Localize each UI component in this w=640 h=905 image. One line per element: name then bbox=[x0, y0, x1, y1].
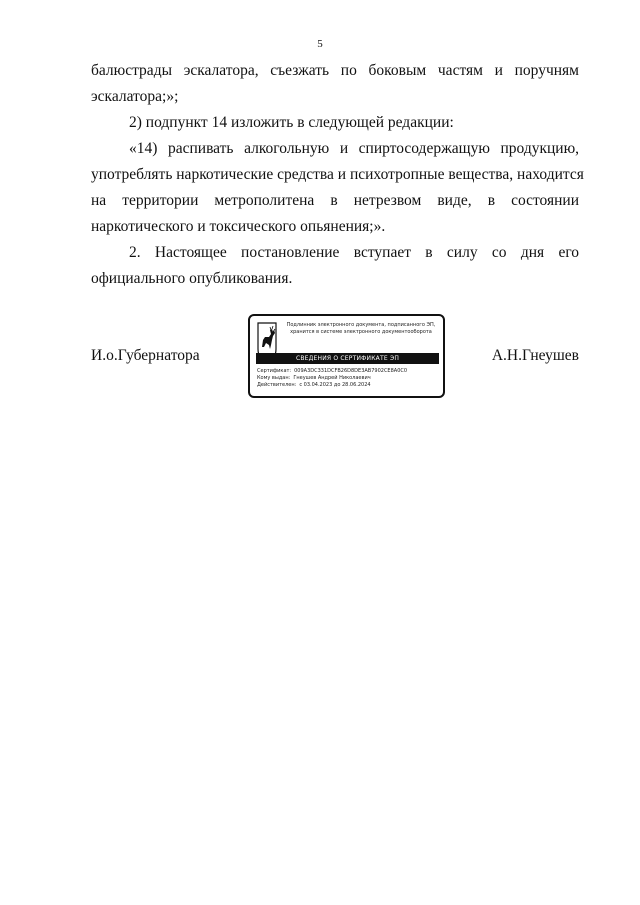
word: постановление bbox=[241, 244, 340, 261]
stamp-header-line-1: Подлинник электронного документа, подписанного ЭП, bbox=[286, 322, 436, 328]
word: и bbox=[494, 62, 503, 79]
word: состоянии bbox=[511, 192, 580, 209]
stamp-header-line-2: хранится в системе электронного документооборота bbox=[290, 329, 432, 335]
p3-line-3 bbox=[91, 188, 579, 214]
word: съезжать bbox=[270, 62, 330, 79]
word: виде, bbox=[437, 192, 472, 209]
paragraph-4 bbox=[91, 240, 579, 292]
word: территории bbox=[122, 192, 199, 209]
page-number: 5 bbox=[317, 38, 323, 50]
p3-line-1 bbox=[91, 136, 579, 162]
signatory-title: И.о.Губернатора bbox=[91, 347, 200, 364]
word: по bbox=[340, 62, 357, 79]
signatory-name: А.Н.Гнеушев bbox=[491, 347, 579, 364]
p4-line-1 bbox=[91, 240, 579, 266]
validity-value: с 03.04.2023 до 28.06.2024 bbox=[299, 382, 371, 388]
certificate-value: 009A3DC331DCFB26D8DE3AB7902CE8A0C0 bbox=[294, 368, 408, 374]
word: его bbox=[558, 244, 580, 261]
word: на bbox=[91, 192, 107, 209]
word: 2. bbox=[129, 244, 141, 261]
validity-label: Действителен: bbox=[257, 382, 297, 388]
issued-to-value: Гнеушев Андрей Николаевич bbox=[293, 375, 371, 381]
p1-line-1 bbox=[91, 58, 579, 84]
word: в bbox=[330, 192, 338, 209]
word: в bbox=[425, 244, 433, 261]
word: балюстрады bbox=[91, 62, 172, 79]
word: со bbox=[491, 244, 507, 261]
p3-line-2: употреблять наркотические средства и психотропные вещества, находится bbox=[91, 166, 584, 183]
word: алкогольную bbox=[244, 140, 330, 157]
word: эскалатора, bbox=[183, 62, 259, 79]
paragraph-1 bbox=[91, 58, 579, 110]
word: спиртосодержащую bbox=[358, 140, 490, 157]
word: силу bbox=[446, 244, 478, 261]
word: Настоящее bbox=[154, 244, 227, 261]
stamp-banner: СВЕДЕНИЯ О СЕРТИФИКАТЕ ЭП bbox=[256, 353, 439, 364]
validity-row bbox=[257, 382, 407, 389]
word: вступает bbox=[353, 244, 411, 261]
word: продукцию, bbox=[500, 140, 580, 157]
issued-to-row bbox=[257, 375, 407, 382]
word: и bbox=[339, 140, 349, 157]
paragraph-2 bbox=[91, 110, 579, 136]
word: «14) bbox=[129, 140, 158, 157]
certificate-label: Сертификат: bbox=[257, 368, 292, 374]
word: в bbox=[487, 192, 496, 209]
electronic-signature-stamp bbox=[248, 314, 445, 398]
issued-to-label: Кому выдан: bbox=[257, 375, 291, 381]
word: частям bbox=[437, 62, 483, 79]
stamp-details bbox=[257, 368, 407, 389]
word: дня bbox=[520, 244, 545, 261]
word: боковым bbox=[368, 62, 427, 79]
p1-line-2: эскалатора;»; bbox=[91, 88, 179, 105]
p4-line-2: официального опубликования. bbox=[91, 270, 293, 287]
paragraph-3 bbox=[91, 136, 584, 240]
stamp-header bbox=[281, 322, 441, 336]
word: метрополитена bbox=[214, 192, 315, 209]
p2-line-1: 2) подпункт 14 изложить в следующей редакции: bbox=[129, 114, 454, 131]
word: поручням bbox=[514, 62, 579, 79]
p3-line-4: наркотического и токсического опьянения;». bbox=[91, 218, 386, 235]
certificate-row bbox=[257, 368, 407, 375]
word: распивать bbox=[167, 140, 234, 157]
word: нетрезвом bbox=[353, 192, 422, 209]
